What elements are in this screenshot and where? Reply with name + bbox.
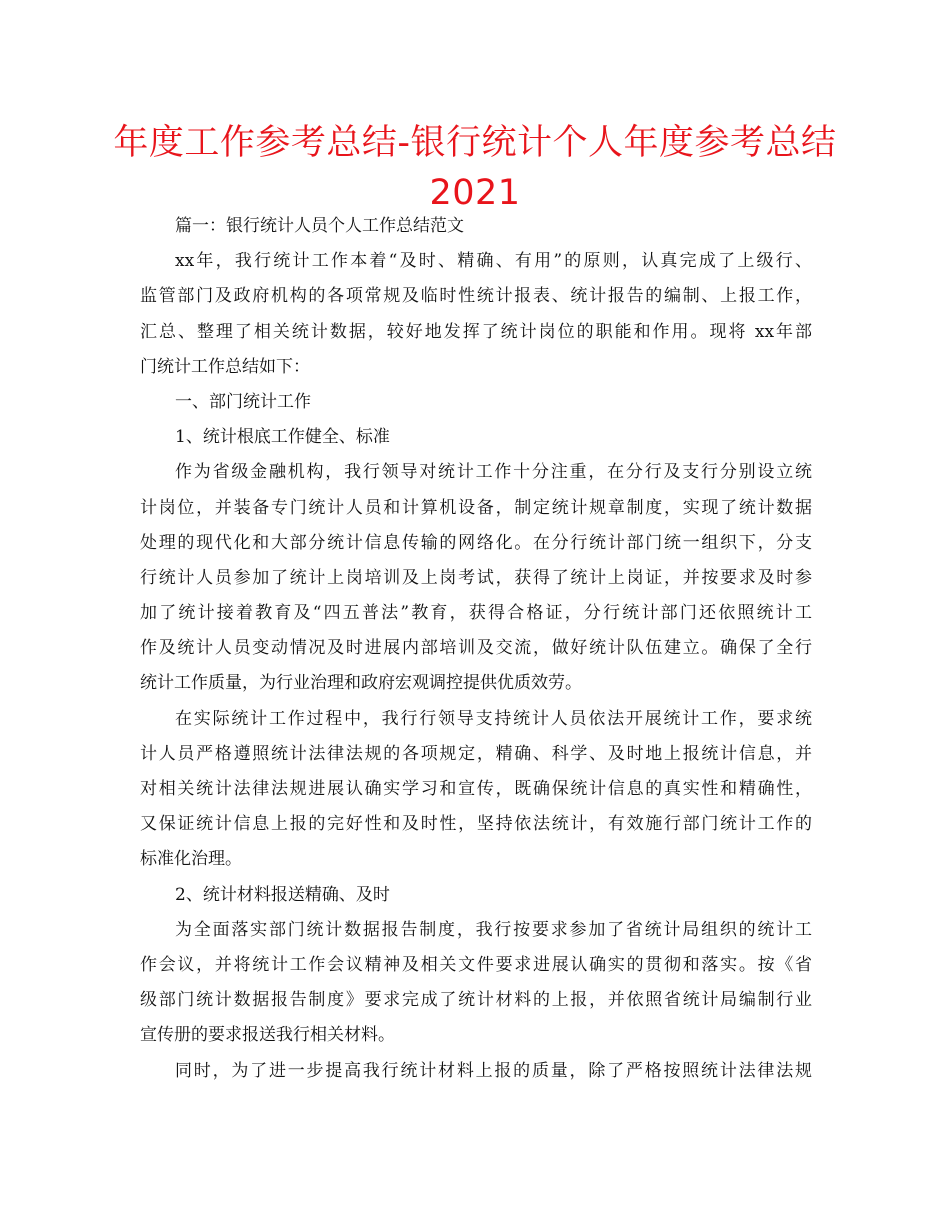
paragraph-line: 在实际统计工作过程中，我行行领导支持统计人员依法开展统计工作，要求统 xyxy=(175,708,812,729)
document-title xyxy=(100,118,850,218)
paragraph-line: 计岗位，并装备专门统计人员和计算机设备，制定统计规章制度，实现了统计数据 xyxy=(140,497,812,518)
document-title-line-2: 2021 xyxy=(429,173,521,213)
paragraph-line: 作会议，并将统计工作会议精神及相关文件要求进展认确实的贯彻和落实。按《省 xyxy=(140,954,812,975)
paragraph-line: 行统计人员参加了统计上岗培训及上岗考试，获得了统计上岗证，并按要求及时参 xyxy=(140,567,812,588)
paragraph-line: 加了统计接着教育及“四五普法”教育，获得合格证，分行统计部门还依照统计工 xyxy=(140,603,812,624)
paragraph-line: 门统计工作总结如下： xyxy=(140,356,310,377)
paragraph-line: 级部门统计数据报告制度》要求完成了统计材料的上报，并依照省统计局编制行业 xyxy=(140,990,812,1011)
paragraph-line: 计人员严格遵照统计法律法规的各项规定，精确、科学、及时地上报统计信息，并 xyxy=(140,743,812,764)
section-heading-line: 篇一：银行统计人员个人工作总结范文 xyxy=(175,216,464,236)
document-body xyxy=(140,209,812,1089)
document-title-line-1: 年度工作参考总结-银行统计个人年度参考总结 xyxy=(113,123,837,163)
paragraph-line: 作及统计人员变动情况及时进展内部培训及交流，做好统计队伍建立。确保了全行 xyxy=(140,638,812,659)
paragraph-line: 作为省级金融机构，我行领导对统计工作十分注重，在分行及支行分别设立统 xyxy=(175,462,812,483)
paragraph-line: 监管部门及政府机构的各项常规及临时性统计报表、统计报告的编制、上报工作， xyxy=(140,286,812,307)
paragraph-line: 标准化治理。 xyxy=(140,849,242,870)
paragraph-line: 处理的现代化和大部分统计信息传输的网络化。在分行统计部门统一组织下，分支 xyxy=(140,532,812,553)
section-heading-line: 1、统计根底工作健全、标准 xyxy=(175,427,390,448)
paragraph-line: 对相关统计法律法规进展认确实学习和宣传，既确保统计信息的真实性和精确性， xyxy=(140,779,812,799)
paragraph-line: 同时，为了进一步提高我行统计材料上报的质量，除了严格按照统计法律法规 xyxy=(175,1060,812,1081)
section-heading-line: 2、统计材料报送精确、及时 xyxy=(175,884,390,905)
paragraph-line: 统计工作质量，为行业治理和政府宏观调控提供优质效劳。 xyxy=(140,673,582,694)
paragraph-line: xx年，我行统计工作本着“及时、精确、有用”的原则，认真完成了上级行、 xyxy=(175,251,812,272)
paragraph-line: 汇总、整理了相关统计数据，较好地发挥了统计岗位的职能和作用。现将 xx年部 xyxy=(140,321,812,342)
section-heading-line: 一、部门统计工作 xyxy=(175,391,311,412)
paragraph-line: 又保证统计信息上报的完好性和及时性，坚持依法统计，有效施行部门统计工作的 xyxy=(140,814,812,835)
paragraph-line: 宣传册的要求报送我行相关材料。 xyxy=(140,1025,395,1046)
paragraph-line: 为全面落实部门统计数据报告制度，我行按要求参加了省统计局组织的统计工 xyxy=(175,919,812,940)
